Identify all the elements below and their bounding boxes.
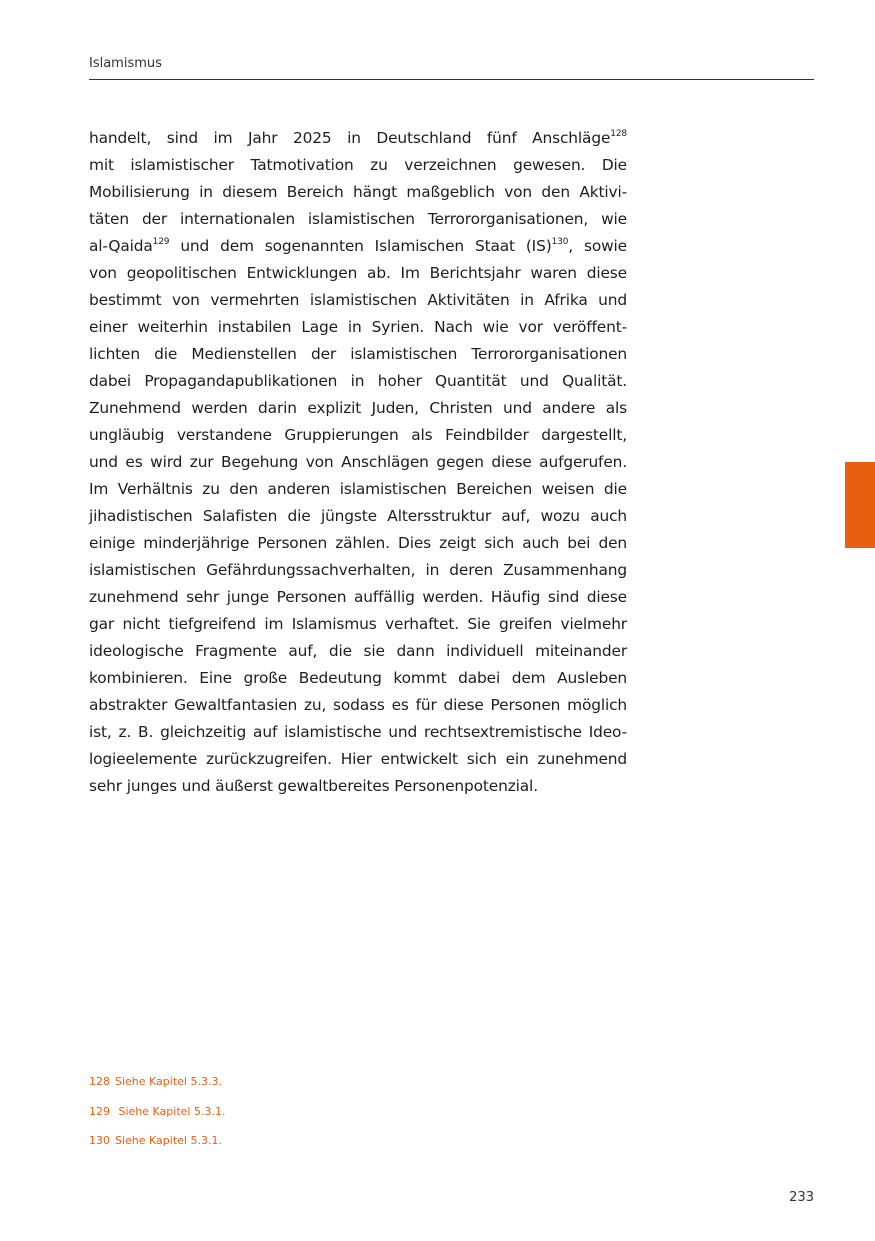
footnote (89, 1075, 225, 1105)
body-line (89, 233, 627, 260)
body-line (89, 287, 627, 314)
footnote (89, 1134, 225, 1164)
body-line (89, 368, 627, 395)
body-line (89, 503, 627, 530)
body-paragraph (89, 125, 627, 800)
body-line (89, 530, 627, 557)
line-text: einer weiterhin instabilen Lage in Syrien. Nach wie vor veröffent- (89, 318, 627, 336)
body-line (89, 557, 627, 584)
body-line (89, 719, 627, 746)
line-text: abstrakter Gewaltfantasien zu, sodass es für diese Personen möglich (89, 696, 627, 714)
body-line (89, 773, 627, 800)
footnote-number: 128 (89, 1075, 110, 1088)
body-line (89, 611, 627, 638)
line-text: zunehmend sehr junge Personen auffällig werden. Häufig sind diese (89, 588, 627, 606)
line-text: ist, z. B. gleichzeitig auf islamistische und rechtsextremistische Ideo- (89, 723, 627, 741)
body-line (89, 449, 627, 476)
body-line (89, 260, 627, 287)
footnote-number: 130 (89, 1134, 110, 1147)
body-line (89, 665, 627, 692)
footnote-text: Siehe Kapitel 5.3.1. (115, 1134, 222, 1147)
footnote-reference: 128 (610, 129, 627, 139)
body-line (89, 692, 627, 719)
line-text: al-Qaida (89, 237, 153, 255)
body-line (89, 125, 627, 152)
line-text: kombinieren. Eine große Bedeutung kommt dabei dem Ausleben (89, 669, 627, 687)
body-line (89, 206, 627, 233)
line-text: ideologische Fragmente auf, die sie dann individuell miteinander (89, 642, 627, 660)
header-rule (89, 79, 814, 80)
line-text: , sowie (568, 237, 627, 255)
line-text: einige minderjährige Personen zählen. Dies zeigt sich auch bei den (89, 534, 627, 552)
line-text: jihadistischen Salafisten die jüngste Altersstruktur auf, wozu auch (89, 507, 627, 525)
line-text: lichten die Medienstellen der islamistischen Terrororganisationen (89, 345, 627, 363)
line-text: täten der internationalen islamistischen Terrororganisationen, wie (89, 210, 627, 228)
body-line (89, 422, 627, 449)
footnote-text: Siehe Kapitel 5.3.1. (115, 1104, 226, 1118)
footnote (89, 1105, 225, 1135)
line-text: und dem sogenannten Islamischen Staat (IS) (169, 237, 552, 255)
footnote-reference: 130 (551, 237, 569, 247)
line-text: bestimmt von vermehrten islamistischen Aktivitäten in Afrika und (89, 291, 627, 309)
line-text: gar nicht tiefgreifend im Islamismus verhaftet. Sie greifen vielmehr (89, 615, 627, 633)
body-line (89, 314, 627, 341)
line-text: mit islamistischer Tatmotivation zu verzeichnen gewesen. Die (89, 156, 627, 174)
footnote-number: 129 (89, 1104, 110, 1118)
line-text: logieelemente zurückzugreifen. Hier entwickelt sich ein zunehmend (89, 750, 627, 768)
page-number: 233 (789, 1190, 814, 1205)
line-text: Im Verhältnis zu den anderen islamistischen Bereichen weisen die (89, 480, 627, 498)
body-line (89, 476, 627, 503)
line-text: ungläubig verstandene Gruppierungen als Feindbilder dargestellt, (89, 426, 627, 444)
footnotes (89, 1075, 225, 1164)
body-line (89, 746, 627, 773)
line-text: handelt, sind im Jahr 2025 in Deutschland fünf Anschläge (89, 129, 611, 147)
line-text: Mobilisierung in diesem Bereich hängt maßgeblich von den Aktivi- (89, 183, 627, 201)
footnote-text: Siehe Kapitel 5.3.3. (115, 1075, 222, 1088)
chapter-tab-marker (845, 462, 875, 548)
line-text: und es wird zur Begehung von Anschlägen gegen diese aufgerufen. (89, 453, 627, 471)
line-text: dabei Propagandapublikationen in hoher Quantität und Qualität. (89, 372, 627, 390)
line-text: von geopolitischen Entwicklungen ab. Im Berichtsjahr waren diese (89, 264, 627, 282)
body-line (89, 341, 627, 368)
footnote-reference: 129 (152, 237, 170, 247)
line-text: sehr junges und äußerst gewaltbereites Personenpotenzial. (89, 777, 538, 795)
body-line (89, 152, 627, 179)
body-line (89, 584, 627, 611)
body-line (89, 179, 627, 206)
body-line (89, 638, 627, 665)
line-text: islamistischen Gefährdungssachverhalten, in deren Zusammenhang (89, 561, 627, 579)
line-text: Zunehmend werden darin explizit Juden, Christen und andere als (89, 399, 627, 417)
running-head-title: Islamismus (89, 56, 162, 71)
body-line (89, 395, 627, 422)
